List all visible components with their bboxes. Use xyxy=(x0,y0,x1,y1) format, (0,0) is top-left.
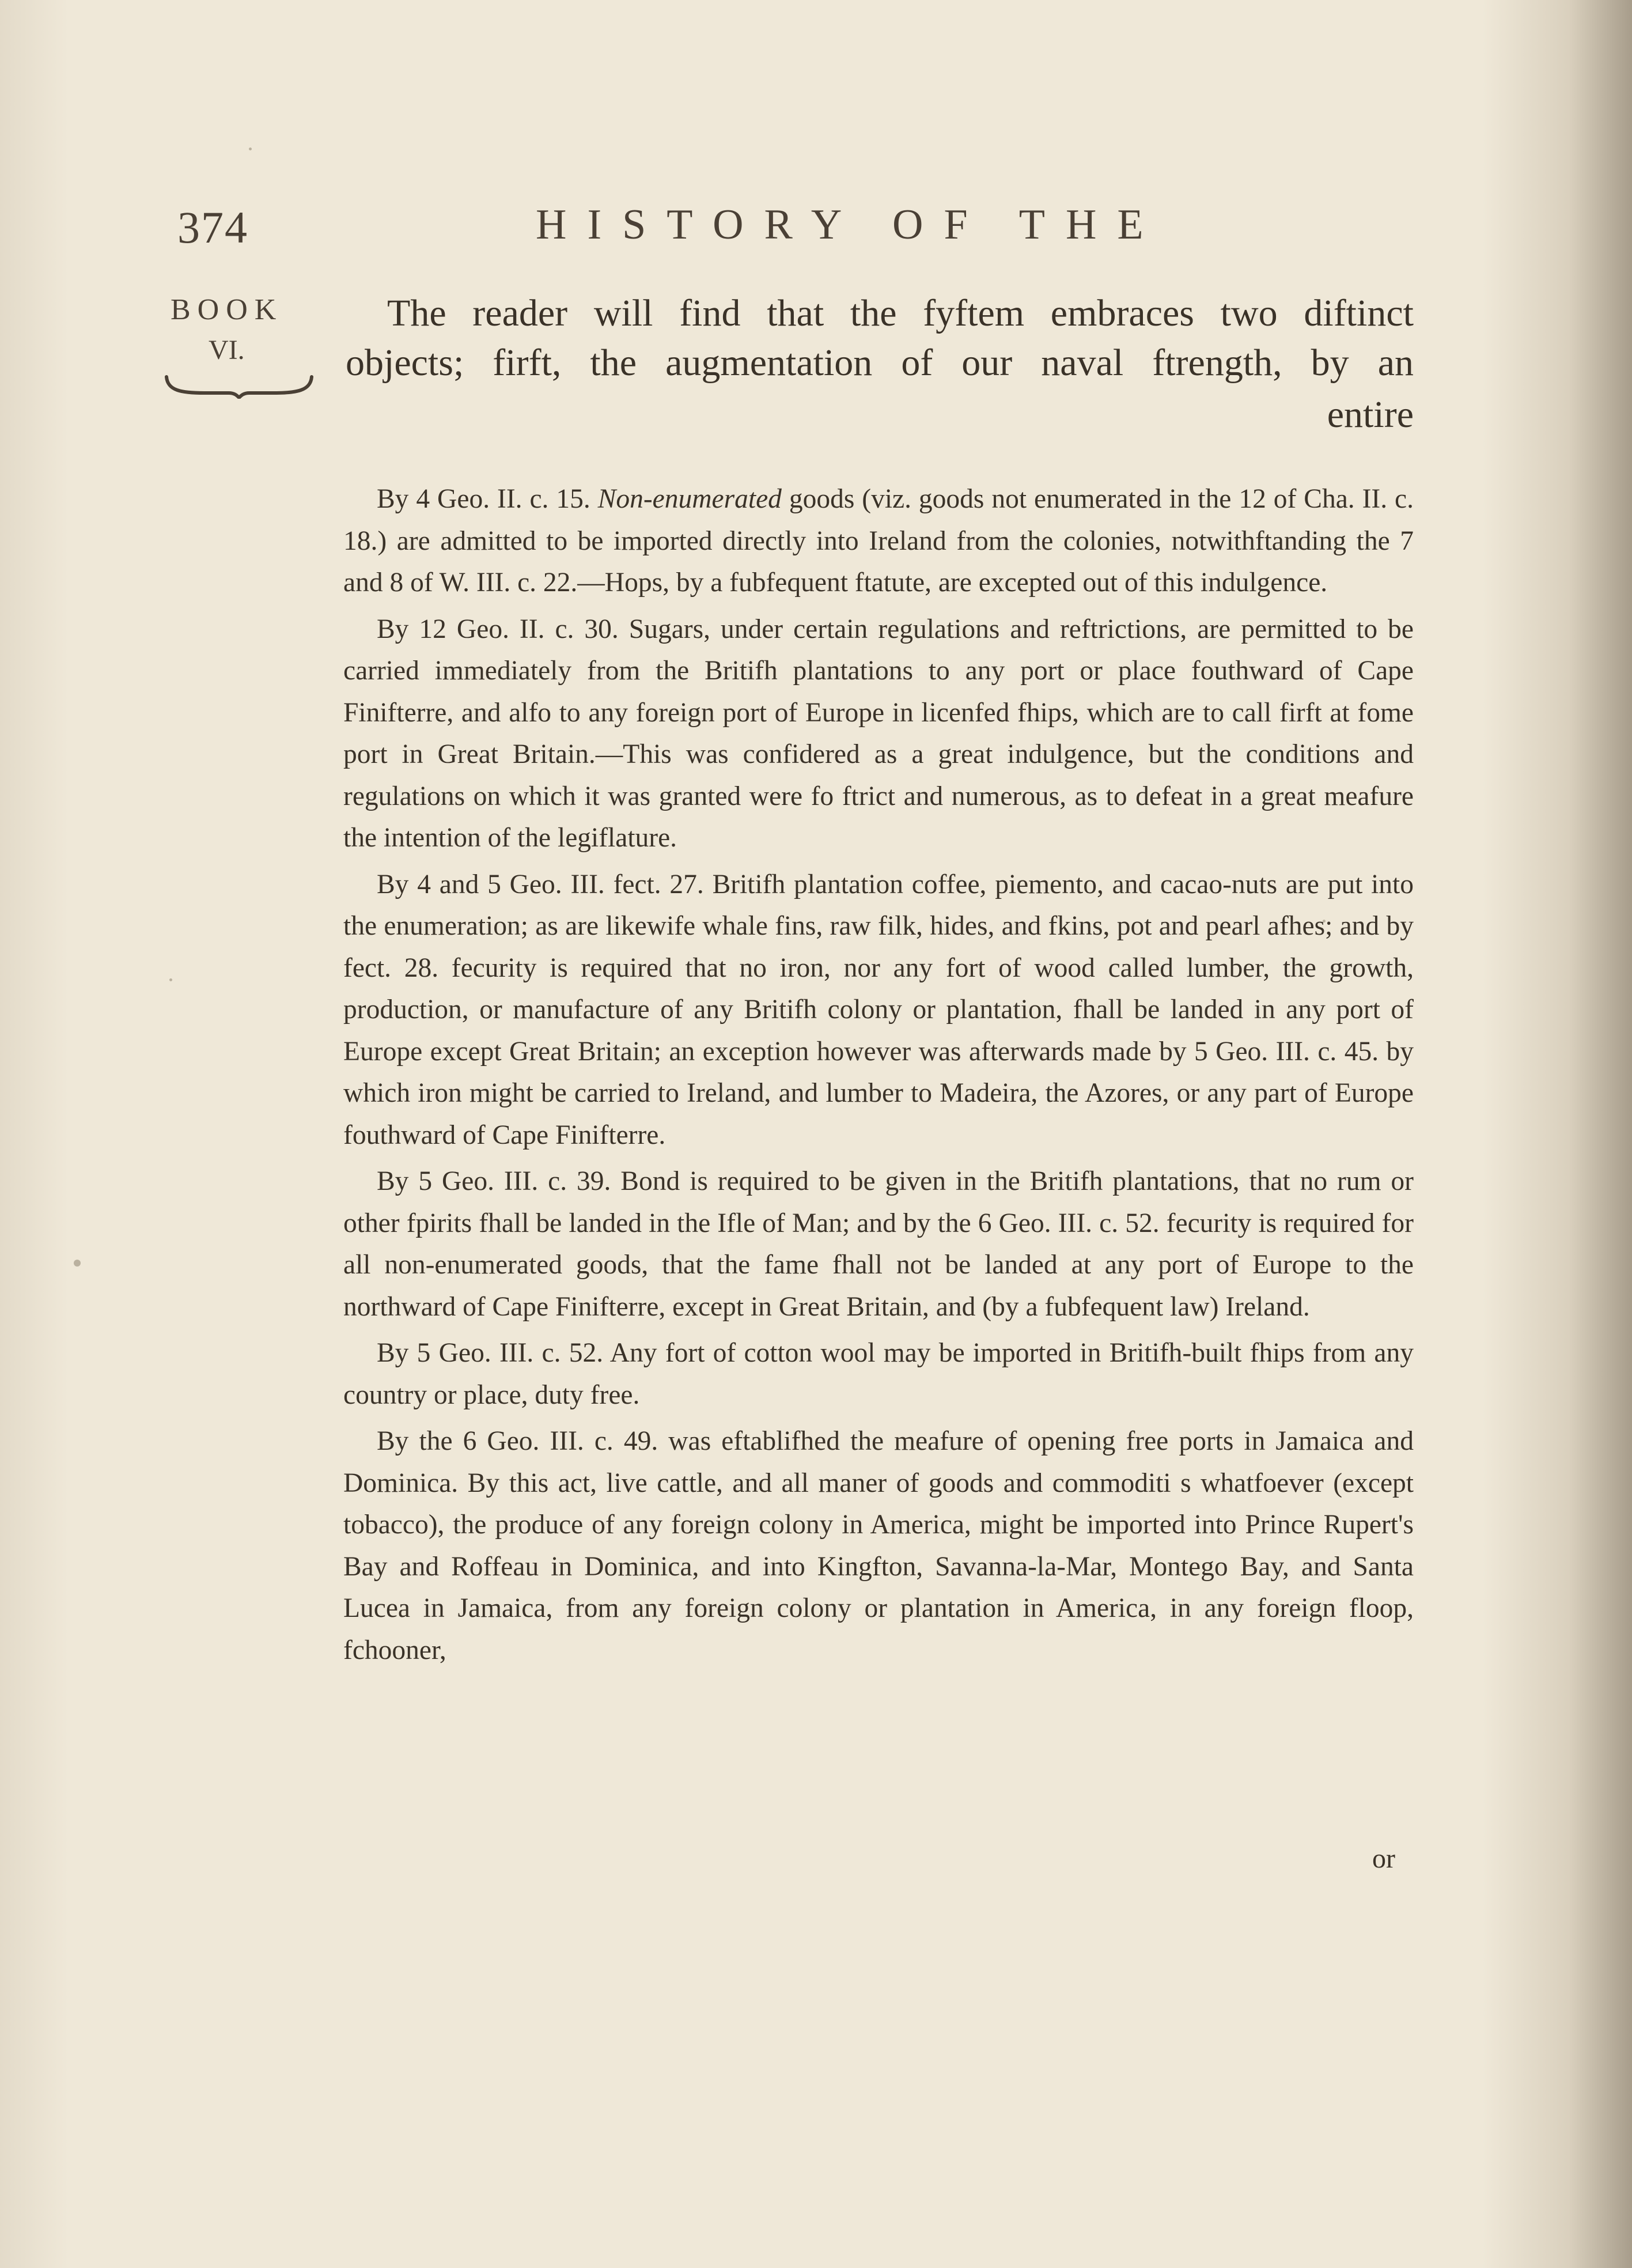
footnote-1-italic-term: Non-enumerated xyxy=(597,484,782,514)
main-text-line-2: objects; firft, the augmentation of our naval ftrength, by an xyxy=(346,342,1414,384)
margin-book-label: BOOK xyxy=(171,293,283,326)
paper-spot xyxy=(74,1260,81,1267)
margin-volume-label: VI. xyxy=(209,335,245,365)
footnote-5 xyxy=(343,1332,1414,1416)
footnote-1 xyxy=(343,478,1414,604)
footnote-3 xyxy=(343,864,1414,1156)
main-text-line-3: entire xyxy=(1327,394,1414,436)
running-title: HISTORY OF THE xyxy=(536,201,1164,248)
footnote-5-text: By 5 Geo. III. c. 52. Any fort of cotton wool may be imported in Britifh-built fhips from any country or place, duty free. xyxy=(343,1338,1414,1410)
footnote-2-text: By 12 Geo. II. c. 30. Sugars, under certain regulations and reftrictions, are permitted to be carried immediately from the Britifh plantations to any port or place fouthward of Cape Finifterre, and alfo to any foreign port of Europe in licenfed fhips, which are to call firft at fome port in Great Britain.—This was confidered as a great indulgence, but the conditions and regulations on which it was granted were fo ftrict and numerous, as to defeat in a great meafure the intention of the legiflature. xyxy=(343,614,1414,853)
paper-spot xyxy=(842,921,845,924)
footnote-4 xyxy=(343,1161,1414,1328)
paper-spot xyxy=(249,148,252,150)
footnote-1-text: By 4 Geo. II. c. 15. xyxy=(377,484,598,514)
footnote-4-text: By 5 Geo. III. c. 39. Bond is required to be given in the Britifh plantations, that no rum or other fpirits fhall be landed in the Ifle of Man; and by the 6 Geo. III. c. 52. fecurity is required for all non-enumerated goods, that the fame fhall not be landed at any port of Europe to the northward of Cape Finifterre, except in Great Britain, and (by a fubfequent law) Ireland. xyxy=(343,1166,1414,1322)
footnote-6-text: By the 6 Geo. III. c. 49. was eftablifhed the meafure of opening free ports in Jamaica and Dominica. By this act, live cattle, and all maner of goods and commoditi s whatfoever (except tobacco), the produce of any foreign colony in America, might be imported into Prince Rupert's Bay and Roffeau in Dominica, and into Kingfton, Savanna-la-Mar, Montego Bay, and Santa Lucea in Jamaica, from any foreign colony or plantation in America, in any foreign floop, fchooner, xyxy=(343,1426,1414,1665)
footnote-3-text: By 4 and 5 Geo. III. fect. 27. Britifh plantation coffee, piemento, and cacao-nuts are put into the enumeration; as are likewife whale fins, raw filk, hides, and fkins, pot and pearl afhes; and by fect. 28. fecurity is required that no iron, nor any fort of wood called lumber, the growth, production, or manufacture of any Britifh colony or plantation, fhall be landed in any port of Europe except Great Britain; an exception however was afterwards made by 5 Geo. III. c. 45. by which iron might be carried to Ireland, and lumber to Madeira, the Azores, or any part of Europe fouthward of Cape Finifterre. xyxy=(343,869,1414,1150)
catchword: or xyxy=(1372,1843,1395,1874)
footnote-6 xyxy=(343,1420,1414,1671)
main-text-line-1: The reader will find that the fyftem embraces two diftinct xyxy=(387,292,1414,334)
footnote-2 xyxy=(343,608,1414,859)
footnote-1-text-cont: goods (viz. goods not enumerated in the 12 of Cha. II. c. 18.) are admitted to be imported directly into Ireland from the colonies, notwithftanding the 7 and 8 of W. III. c. 22.—Hops, by a fubfequent ftatute, are excepted out of this indulgence. xyxy=(343,484,1414,598)
paper-spot xyxy=(1323,920,1326,923)
margin-brace-ornament xyxy=(164,373,314,399)
page-number: 374 xyxy=(177,202,248,252)
paper-spot xyxy=(169,978,172,981)
footnotes xyxy=(343,478,1414,1671)
